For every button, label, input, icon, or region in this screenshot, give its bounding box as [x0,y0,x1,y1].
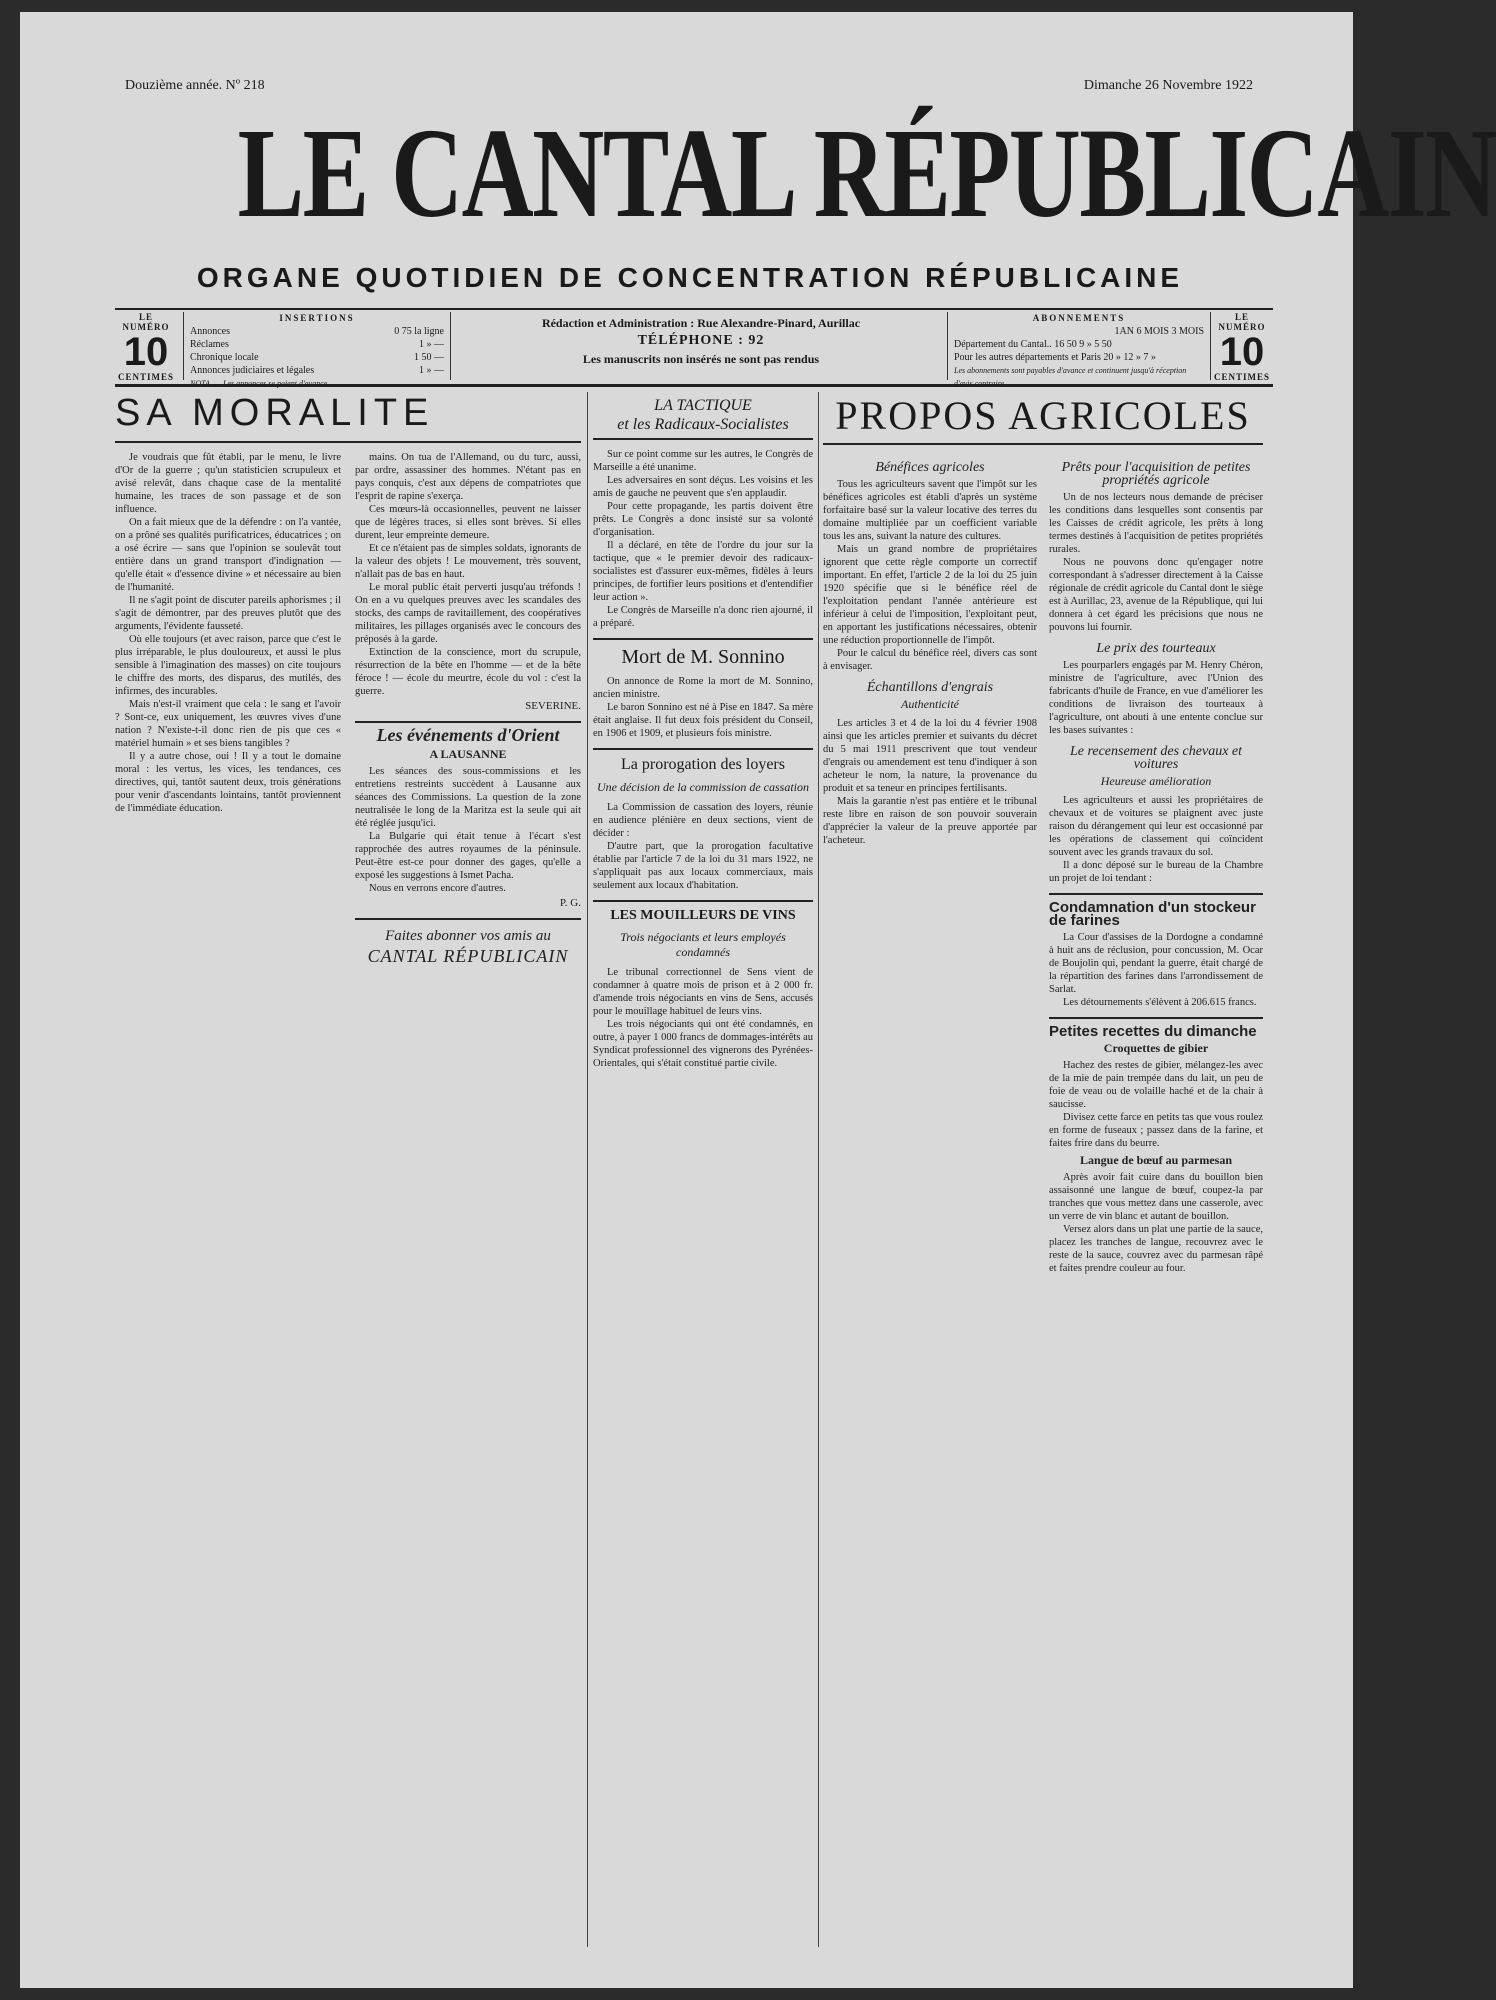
column-politics [593,392,813,1070]
headline-propos-agricoles: PROPOS AGRICOLES [823,392,1263,445]
insertion-row: Chronique locale 1 50 — [190,352,444,363]
recipe-title: Croquettes de gibier [1103,1041,1209,1055]
signature: SEVERINE. [525,700,581,712]
price-value: 10 [123,330,169,374]
article-text-left: Je voudrais que fût établi, par le menu, le livre d'Or de la guerre ; qu'un statisticien scrupuleux et avisé relevât, dans chaque case de la mentalité humaine, les traces de son passage et de son influence. On a fait mieux que de la défendre : on l'a vantée, on a prôné ses qualités purificatrices, éducatrices ; on a osé écrire — sans que l'opinion se soulevât tout entière dans un grand transport d'indignation — qu'elle était « d'essence divine » et nécessaire au bien de l'humanité. Il ne s'agit point de discuter pareils aphorismes ; il s'agit de démontrer, par des preuves plutôt que des arguments, l'évidente fausseté. Où elle toujours (et avec raison, parce que c'est le plus irréparable, le plus douloureux, et aussi le plus sensible à l'imagination des masses) on cite toujours le chiffre des morts, des disparus, des mutilés, des infirmes, des incurables. Mais n'est-il vraiment que cela : le sang et l'avoir ? Sont-ce, eux uniquement, les œuvres vives d'une nation ? N'existe-t-il donc rien de pis que ces « matériel humain » et ses biens tangibles ? Il y a autre chose, oui ! Il y a tout le domaine moral : les vertus, les vices, les tendances, ces directives, qui, tantôt sautent deux, trois générations pour venir d'ascendants lointains, tantôt proviennent de l'immédiate éducation. [115,452,341,814]
headline-sonnino: Mort de M. Sonnino [593,638,813,669]
headline-sa-moralite: SA MORALITE [115,392,581,443]
column-agriculture [823,392,1263,1275]
subheadline-tourteaux: Le prix des tourteaux [1096,641,1216,656]
price-value: 10 [1219,330,1265,374]
agri-text-right: Prêts pour l'acquisition de petites propriétés agricole Un de nos lecteurs nous demande de préciser les conditions dans lesquelles sont consentis par les Caisses de crédit agricole, les prêts à long termes destinés à l'acquisition de petites propriétés rurales. Nous ne pouvons donc qu'engager notre correspondant à s'adresser directement à la Caisse régionale de crédit agricole du Cantal dont le siège est à Aurillac, 23, avenue de la République, qui lui donnera à cet égard les précisions que nous ne pouvons lui fournir. Le prix des tourteaux Les pourparlers engagés par M. Henry Chéron, ministre de l'agriculture, avec l'Union des fabricants d'huile de France, en vue d'améliorer les conditions de livraison des tourteaux à l'agriculture, ont abouti à une entente conclue sur les bases suivantes : Le recensement des chevaux et voitures Heureuse amélioration Les agriculteurs et aussi les propriétaires de chevaux et de voitures se plaignent avec juste raison du dérangement qui leur est occasionné par les opérations de classement qui coïncident souvent avec les grands travaux du sol. Il a donc déposé sur le bureau de la Chambre un projet de loi tendant : Condamnation d'un stockeur de farines La Cour d'assises de la Dordogne a condamné à huit ans de réclusion, pour concussion, M. Ocar de Boujolin qui, pendant la guerre, était chargé de la répartition des farines dans l'arrondissement de Sarlat. Les détournements s'élèvent à 206.615 francs. Petites recettes du dimanche Croquettes de gibier Hachez des restes de gibier, mélangez-les avec de la mie de pain trempée dans du lait, un peu de foie de veau ou de volaille haché et de la chair à saucisse. Divisez cette farce en petits tas que vous roulez en forme de fuseaux ; passez dans de la farine, et faites frire dans du beurre. Langue de bœuf au parmesan Après avoir fait cuire dans du bouillon bien assaisonné une langue de bœuf, coupez-la par tranches que vous mettez dans une casserole, avec un verre de vin blanc et autant de bouillon. Versez alors dans un plat une partie de la sauce, placez les tranches de langue, recouvrez avec le reste de la sauce, couvrez avec du parmesan râpé et faites prendre couleur au four. [1049,460,1264,1274]
headline-loyers: La prorogation des loyers [593,748,813,774]
issue-number: Douzième année. Nº 218 [125,78,265,93]
insertions-title: INSERTIONS [279,313,355,323]
subheadline-lausanne: A LAUSANNE [429,747,507,761]
redaction-address: Rédaction et Administration : Rue Alexandre-Pinard, Aurillac [541,316,861,330]
redaction-info [461,314,941,368]
headline-stockeur: Condamnation d'un stockeur de farines [1049,893,1263,927]
recipe-title: Langue de bœuf au parmesan [1079,1153,1233,1167]
subheadline-loyers: Une décision de la commission de cassation [597,780,809,794]
subheadline-engrais: Échantillons d'engrais [866,680,994,695]
subscriptions-title: ABONNEMENTS [1032,313,1126,323]
price-unit: CENTIMES [1213,372,1270,382]
subscriptions-note: Les abonnements sont payables d'avance et continuent jusqu'à réception d'avis contraire. [954,366,1187,388]
subscriptions-box [947,312,1211,388]
article-tactique: Sur ce point comme sur les autres, le Congrès de Marseille a été unanime. Les adversaires en sont déçus. Les voisins et les amis de gauche ne peuvent que s'en applaudir. Pour cette propagande, les partis doivent être prêts. Le Congrès a donc insisté sur sa volonté d'organisation. Il a déclaré, en tête de l'ordre du jour sur la tactique, que « le premier devoir des radicaux-socialistes est d'assurer eux-mêmes, fidèles à leurs principes, de fortifier leurs positions et d'entendifier leur action ». Le Congrès de Marseille n'a donc rien ajourné, il a préparé. [593,449,813,629]
headline-mouilleurs: LES MOUILLEURS DE VINS [593,900,813,924]
article-text-right: mains. On tua de l'Allemand, ou du turc, aussi, par ordre, assassiner des hommes. N'étant pas en pays conquis, c'est aux dépens de compatriotes que l'esprit de rapine s'exerça. Ces mœurs-là occasionnelles, peuvent ne laisser que de légères traces, si elles sont brèves. Si elles durent, leur empreinte demeure. Et ce n'étaient pas de simples soldats, ignorants de la valeur des objets ! Le mouvement, très souvent, n'allait pas de bas en haut. Le moral public était perverti jusqu'au tréfonds ! On en a vu quelques preuves avec les scandales des stocks, des camps de ravitaillement, des coopératives militaires, les pillages organisés avec le concours des préposés à la garde. Extinction de la conscience, mort du scrupule, résurrection de la bête en l'homme — et de la bête féroce ! — école du meurtre, école du vol : c'est la guerre. SEVERINE. Les événements d'Orient A LAUSANNE Les séances des sous-commissions et les entretiens restreints succèdent à Lausanne aux séances des Commissions. La question de la zone neutralisée le long de la Maritza est la seule qui ait été réglée jusqu'ici. La Bulgarie qui était tenue à l'écart s'est rapprochée des autres royaumes de la péninsule. Peut-être est-ce pour donner des gages, qu'elle a exposé les suggestions à Ismet Pacha. Nous en verrons encore d'autres. P. G. Faites abonner vos amis au CANTAL RÉPUBLICAIN [355,452,581,966]
insertions-box [183,312,451,388]
subheadline-mouilleurs: Trois négociants et leurs employés condamnés [620,930,786,959]
subscription-promo: Faites abonner vos amis au CANTAL RÉPUBLICAIN [355,918,581,966]
article-loyers: La Commission de cassation des loyers, réunie en audience plénière en deux sections, vient de décider : D'autre part, que la prorogation facultative établie par l'article 7 de la loi du 31 mars 1922, ne s'appliquait pas aux locaux commerciaux, mais seulement aux locaux d'habitation. [593,802,813,891]
masthead-subtitle: ORGANE QUOTIDIEN DE CONCENTRATION RÉPUBLICAINE [196,262,1184,293]
subheadline-authenticite: Authenticité [901,697,959,711]
agri-text-left: Bénéfices agricoles Tous les agriculteurs savent que l'impôt sur les bénéfices agricoles est établi d'après un système forfaitaire basé sur la valeur locative des terres du domaine multipliée par un coefficient variable tous les ans, suivant la nature des cultures. Mais un grand nombre de propriétaires ignorent que cette règle comporte un correctif important. En effet, l'article 2 de la loi du 25 juin 1920 spécifie que si le bénéfice réel de l'exploitation pendant l'année antérieure est inférieur à celui de l'imposition, l'exploitant peut, en apportant les justifications nécessaires, obtenir une réduction proportionnelle de l'impôt. Pour le calcul du bénéfice réel, divers cas sont à envisager. Échantillons d'engrais Authenticité Les articles 3 et 4 de la loi du 4 février 1908 ainsi que les articles premier et suivants du décret du 5 mai 1911 prescrivent que tout vendeur d'engrais ou amendement est tenu d'indiquer à son acheteur le nom, la nature, la provenance du produit et sa teneur en principes fertilisants. Mais la garantie n'est pas entière et le tribunal reste libre en raison de son pouvoir souverain d'apprécier la valeur de la preuve apportée par l'acheteur. [823,460,1037,846]
subscription-row: Département du Cantal.. 16 50 9 » 5 50 [954,339,1112,350]
subheadline-recensement: Le recensement des chevaux et voitures [1069,744,1243,772]
issue-date: Dimanche 26 Novembre 1922 [1083,78,1253,93]
article-sonnino: On annonce de Rome la mort de M. Sonnino, ancien ministre. Le baron Sonnino est né à Pise en 1847. Sa mère était anglaise. Il fut deux fois président du Conseil, en 1906 et 1909, et plusieurs fois ministre. [593,676,813,739]
masthead-title: LE CANTAL RÉPUBLICAIN [237,102,1496,244]
insertion-row: Annonces judiciaires et légales 1 » — [190,365,444,376]
headline-tactique: LA TACTIQUE et les Radicaux-Socialistes [593,396,813,440]
subscription-row: Pour les autres départements et Paris 20 » 12 » 7 » [954,352,1156,363]
price-label: LE NUMÉRO [122,312,170,332]
subheadline-prets: Prêts pour l'acquisition de petites propriétés agricole [1061,460,1251,488]
insertion-row: Annonces 0 75 la ligne [190,326,444,337]
subheadline-benefices: Bénéfices agricoles [875,460,985,475]
manuscripts-note: Les manuscrits non insérés ne sont pas rendus [582,352,820,366]
headline-evenements-orient: Les événements d'Orient [355,721,581,742]
column-rule [818,392,819,1947]
columns [115,392,1273,1987]
column-rule [587,392,588,1947]
price-left [115,312,177,382]
insertions-note: NOTA. — Les annonces se paient d'avance [190,379,328,388]
article-sa-moralite [115,392,581,966]
price-right [1211,312,1273,382]
telephone: TÉLÉPHONE : 92 [637,333,765,348]
price-label: LE NUMÉRO [1218,312,1266,332]
insertion-row: Réclames 1 » — [190,339,444,350]
newspaper-page [20,12,1496,1988]
price-unit: CENTIMES [117,372,174,382]
subheadline-amelioration: Heureuse amélioration [1100,774,1212,788]
signature: P. G. [559,897,581,909]
subscriptions-header: 1AN 6 MOIS 3 MOIS [1114,326,1204,337]
dateline [125,78,1253,96]
article-mouilleurs: Le tribunal correctionnel de Sens vient de condamner à quatre mois de prison et à 2 000 fr. d'amende trois négociants en vins de Sens, accusés pour le mouillage habituel de leurs vins. Les trois négociants qui ont été condamnés, en outre, à payer 1 000 francs de dommages-intérêts au Syndicat professionnel des vignerons des Pyrénées-Orientales, qui s'était constitué partie civile. [593,967,813,1069]
info-bar [115,308,1273,387]
headline-recettes: Petites recettes du dimanche [1049,1017,1263,1038]
